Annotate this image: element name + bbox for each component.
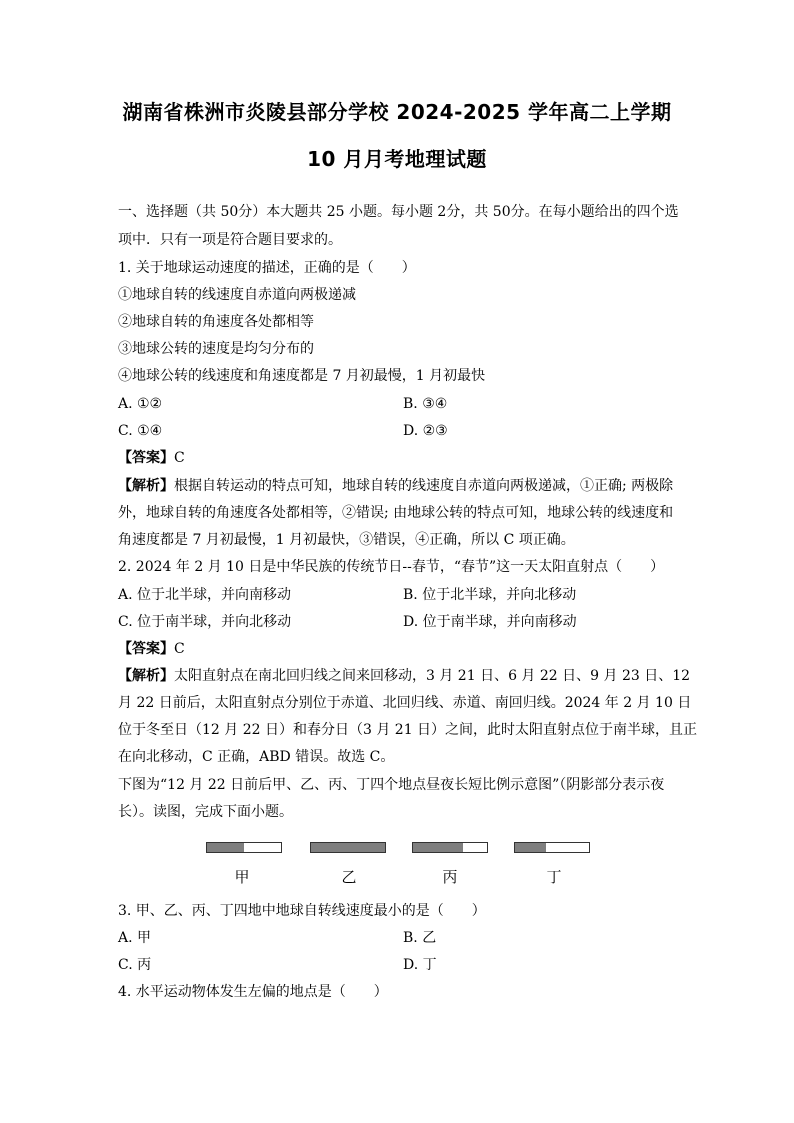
page-title-line-1: 湖南省株洲市炎陵县部分学校 2024-2025 学年高二上学期 xyxy=(122,100,672,124)
section-header-line-1: 一、选择题（共 50分）本大题共 25 小题。每小题 2分，共 50分。在每小题给出的四个选 xyxy=(118,204,679,220)
q3-option-a: A. 甲 xyxy=(118,930,152,946)
q2-analysis-line-4: 在向北移动，C 正确，ABD 错误。故选 C。 xyxy=(118,749,395,765)
figure-intro-line-2: 长）。读图，完成下面小题。 xyxy=(118,804,293,820)
answer-label: 【答案】 xyxy=(118,641,174,657)
bar-ding xyxy=(514,842,590,853)
analysis-label: 【解析】 xyxy=(118,668,174,684)
analysis-text: 根据自转运动的特点可知，地球自转的线速度自赤道向两极递减，①正确; 两极除 xyxy=(174,478,674,494)
bar-label-jia: 甲 xyxy=(234,868,250,886)
q3-stem: 3. 甲、乙、丙、丁四地中地球自转线速度最小的是（ ） xyxy=(118,903,486,919)
q1-item-1: ①地球自转的线速度自赤道向两极递减 xyxy=(118,287,356,303)
q3-option-c: C. 丙 xyxy=(118,957,152,973)
analysis-text: 太阳直射点在南北回归线之间来回移动，3 月 21 日、6 月 22 日、9 月 23 日、12 xyxy=(174,668,691,684)
q1-option-d: D. ②③ xyxy=(403,423,448,439)
bar-label-ding: 丁 xyxy=(546,868,562,886)
q1-item-4: ④地球公转的线速度和角速度都是 7 月初最慢，1 月初最快 xyxy=(118,368,486,384)
bar-yi xyxy=(310,842,386,853)
q1-stem: 1. 关于地球运动速度的描述，正确的是（ ） xyxy=(118,260,416,276)
night-shade xyxy=(207,843,244,852)
q1-item-3: ③地球公转的速度是均匀分布的 xyxy=(118,341,314,357)
q2-analysis-line-3: 位于冬至日（12 月 22 日）和春分日（3 月 21 日）之间，此时太阳直射点位于南半球，且正 xyxy=(118,722,698,738)
q2-option-d: D. 位于南半球，并向南移动 xyxy=(403,614,577,630)
q1-option-c: C. ①④ xyxy=(118,423,163,439)
section-header-line-2: 项中．只有一项是符合题目要求的。 xyxy=(118,232,342,248)
bar-label-yi: 乙 xyxy=(341,868,357,886)
q4-stem: 4. 水平运动物体发生左偏的地点是（ ） xyxy=(118,984,388,1000)
bar-label-bing: 丙 xyxy=(442,868,458,886)
night-shade xyxy=(515,843,546,852)
answer-label: 【答案】 xyxy=(118,450,174,466)
night-shade xyxy=(311,843,385,852)
q1-answer xyxy=(118,449,185,467)
q1-option-a: A. ①② xyxy=(118,396,163,412)
page-title-line-2: 10 月月考地理试题 xyxy=(307,147,487,171)
q1-analysis-line-3: 角速度都是 7 月初最慢，1 月初最快，③错误，④正确，所以 C 项正确。 xyxy=(118,532,575,548)
night-shade xyxy=(413,843,463,852)
q2-analysis-line-2: 月 22 日前后，太阳直射点分别位于赤道、北回归线、赤道、南回归线。2024 年 2 月 10 日 xyxy=(118,695,692,711)
q2-option-b: B. 位于北半球，并向北移动 xyxy=(403,587,577,603)
q2-option-c: C. 位于南半球，并向北移动 xyxy=(118,614,292,630)
q2-answer xyxy=(118,640,185,658)
q3-option-b: B. 乙 xyxy=(403,930,437,946)
figure-intro-line-1: 下图为“12 月 22 日前后甲、乙、丙、丁四个地点昼夜长短比例示意图”（阴影部分表示夜 xyxy=(118,777,665,793)
answer-value: C xyxy=(174,641,185,657)
answer-value: C xyxy=(174,450,185,466)
q1-item-2: ②地球自转的角速度各处都相等 xyxy=(118,314,314,330)
q2-analysis-line-1 xyxy=(118,667,690,685)
analysis-label: 【解析】 xyxy=(118,478,174,494)
q2-stem: 2. 2024 年 2 月 10 日是中华民族的传统节日--春节，“春节”这一天太阳直射点（ ） xyxy=(118,559,665,575)
q1-option-b: B. ③④ xyxy=(403,396,448,412)
q2-option-a: A. 位于北半球，并向南移动 xyxy=(118,587,292,603)
q1-analysis-line-2: 外，地球自转的角速度各处都相等，②错误; 由地球公转的特点可知，地球公转的线速度和 xyxy=(118,505,674,521)
bar-bing xyxy=(412,842,488,853)
q1-analysis-line-1 xyxy=(118,477,673,495)
q3-option-d: D. 丁 xyxy=(403,957,437,973)
bar-jia xyxy=(206,842,282,853)
